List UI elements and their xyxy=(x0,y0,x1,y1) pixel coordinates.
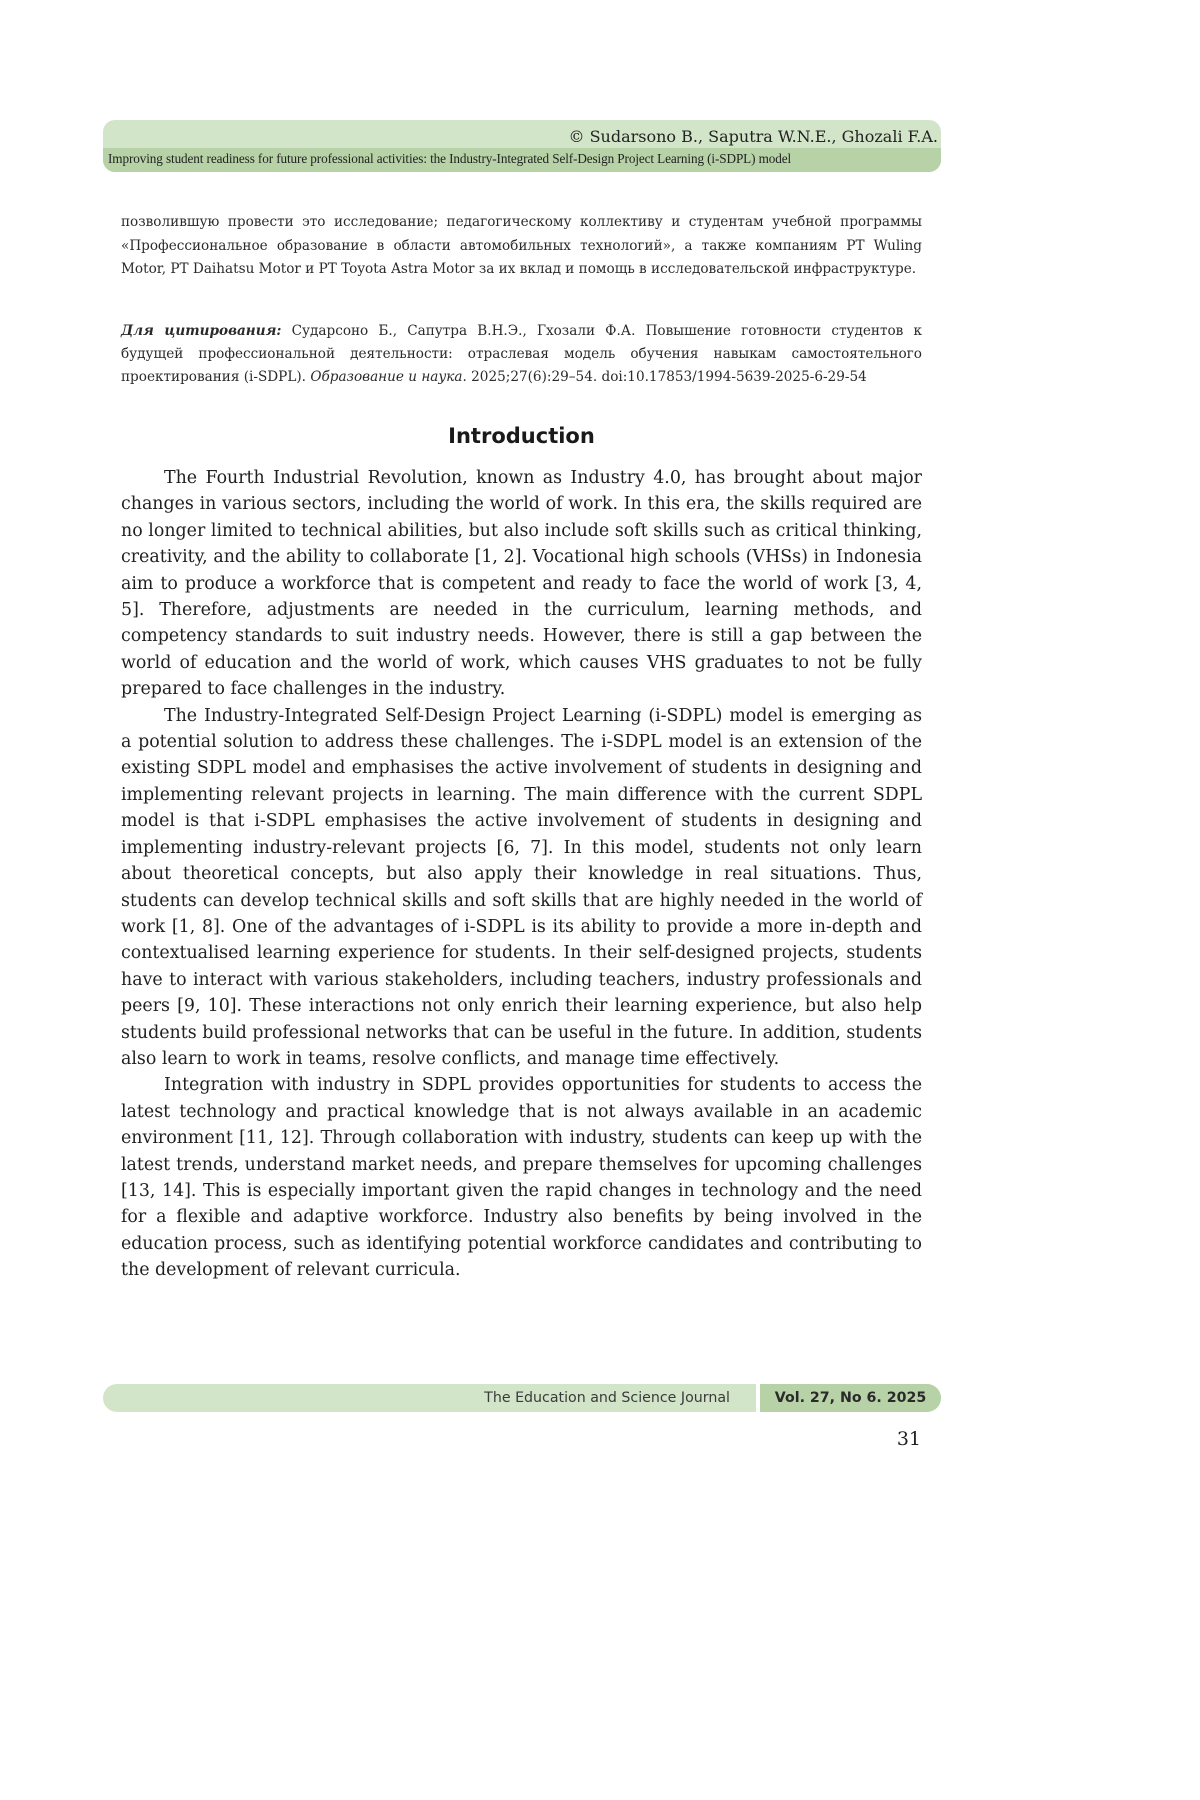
body-paragraph: The Industry-Integrated Self-Design Project Learning (i-SDPL) model is emerging as a potential solution to address these challenges. The i-SDPL model is an extension of the existing SDPL model and emphasises the active involvement of students in designing and implementing relevant projects in learning. The main difference with the current SDPL model is that i-SDPL emphasises the active involvement of students in designing and implementing industry-relevant projects [6, 7]. In this model, students not only learn about theoretical concepts, but also apply their knowledge in real situations. Thus, students can develop technical skills and soft skills that are highly needed in the world of work [1, 8]. One of the advantages of i-SDPL is its ability to provide a more in-depth and contextualised learning experience for students. In their self-designed projects, students have to interact with various stakeholders, including teachers, industry professionals and peers [9, 10]. These interactions not only enrich their learning experience, but also help students build professional networks that can be useful in the future. In addition, students also learn to work in teams, resolve conflicts, and manage time effectively. xyxy=(121,705,922,1069)
citation-journal: Образование и наука. xyxy=(310,369,467,385)
citation-block xyxy=(121,320,922,389)
acknowledgement-text: позволившую провести это исследование; педагогическому коллективу и студентам учебной программы «Профессиональное образование в области автомобильных технологий», а также компаниям PT Wuling Motor, PT Daihatsu Motor и PT Toyota Astra Motor за их вклад и помощь в исследовательской инфраструктуре. xyxy=(121,214,922,278)
citation-label: Для цитирования: xyxy=(121,323,282,339)
running-head-article-title: Improving student readiness for future professional activities: the Industry-Integrated Self-Design Project Learning (i-SDPL) model xyxy=(108,151,792,166)
body-paragraph: Integration with industry in SDPL provides opportunities for students to access the latest technology and practical knowledge that is not always available in an academic environment [11, 12]. Through collaboration with industry, students can keep up with the latest trends, understand market needs, and prepare themselves for upcoming challenges [13, 14]. This is especially important given the rapid changes in technology and the need for a flexible and adaptive workforce. Industry also benefits by being involved in the education process, such as identifying potential workforce candidates and contributing to the development of relevant curricula. xyxy=(121,1075,922,1281)
footer-journal-name: The Education and Science Journal xyxy=(484,1390,730,1406)
running-head-authors: © Sudarsono B., Saputra W.N.E., Ghozali F.A. xyxy=(568,127,938,146)
citation-details: 2025;27(6):29–54. doi:10.17853/1994-5639-2025-6-29-54 xyxy=(471,369,867,385)
section-heading: Introduction xyxy=(448,424,595,448)
body-paragraph: The Fourth Industrial Revolution, known as Industry 4.0, has brought about major changes in various sectors, including the world of work. In this era, the skills required are no longer limited to technical abilities, but also include soft skills such as critical thinking, creativity, and the ability to collaborate [1, 2]. Vocational high schools (VHSs) in Indonesia aim to produce a workforce that is competent and ready to face the world of work [3, 4, 5]. Therefore, adjustments are needed in the curriculum, learning methods, and competency standards to suit industry needs. However, there is still a gap between the world of education and the world of work, which causes VHS graduates to not be fully prepared to face challenges in the industry. xyxy=(121,468,922,700)
footer-volume: Vol. 27, No 6. 2025 xyxy=(774,1390,927,1406)
body-text xyxy=(121,465,922,1284)
page-number: 31 xyxy=(896,1428,921,1450)
citation-text: Сударсоно Б., Сапутра В.Н.Э., Гхозали Ф.А. Повышение готовности студентов к будущей профессиональной деятельности: отраслевая модель обучения навыкам самостоятельного проектирования (i-SDPL). xyxy=(121,323,922,385)
